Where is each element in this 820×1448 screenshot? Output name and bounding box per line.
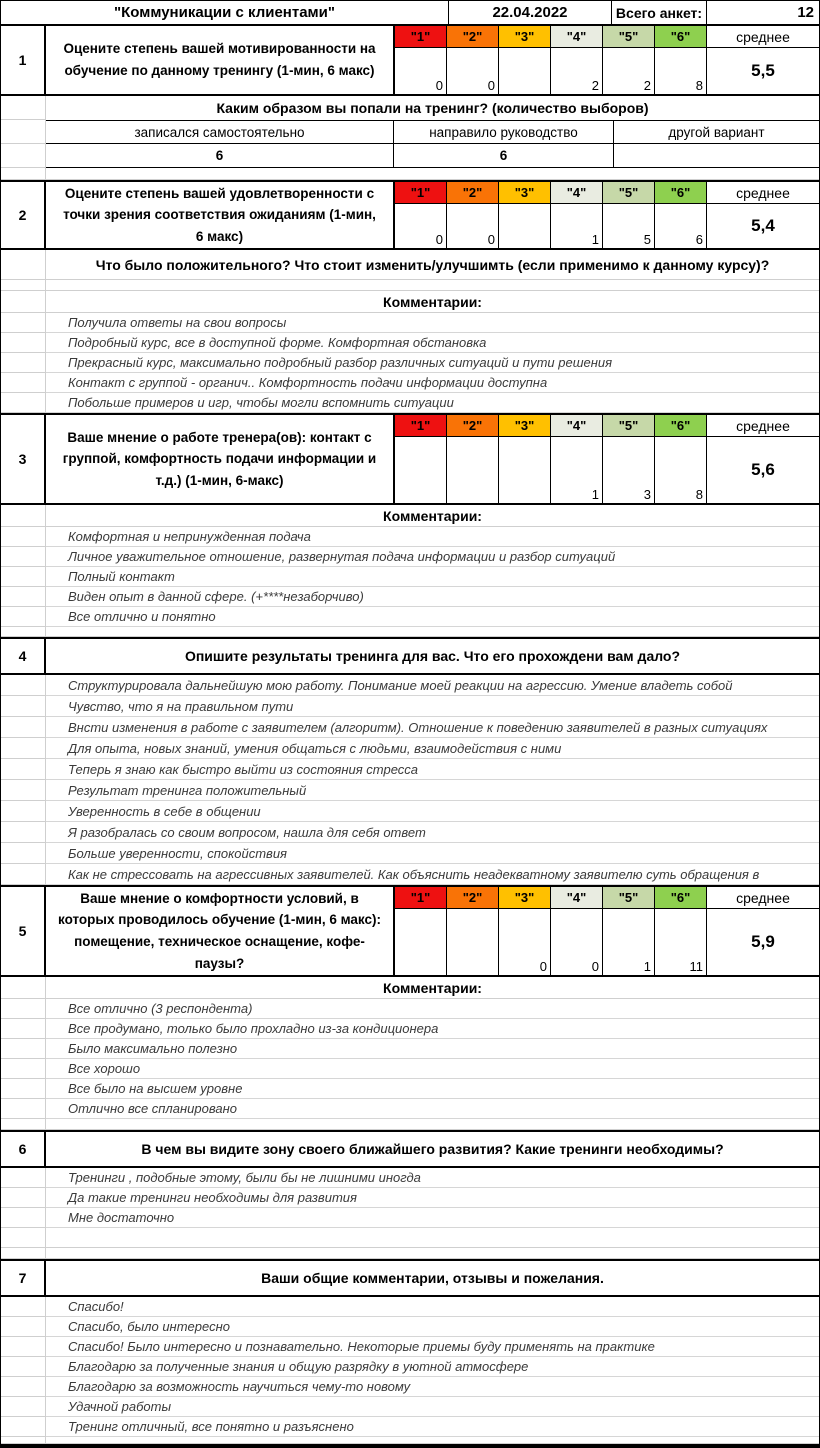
comment-row: [1, 864, 819, 885]
score-count-cell[interactable]: 8: [655, 437, 707, 503]
comment-cell[interactable]: Благодарю за полученные знания и общую разрядку в уютной атмосфере: [46, 1357, 819, 1377]
comment-row: [1, 1168, 819, 1188]
score-column-3: [499, 26, 551, 94]
comment-row: [1, 313, 819, 333]
section-4-number[interactable]: 4: [1, 639, 46, 673]
comment-cell[interactable]: Все отлично (3 респондента): [46, 999, 819, 1019]
how-options-value-row: [1, 144, 819, 168]
comment-cell[interactable]: Для опыта, новых знаний, умения общаться с людьми, взаимодействия с ними: [46, 738, 819, 759]
score-header-2[interactable]: "2": [447, 415, 499, 437]
score-header-2[interactable]: "2": [447, 26, 499, 48]
comment-cell[interactable]: Структурировала дальнейшую мою работу. Понимание моей реакции на агрессию. Умение владеть собой: [46, 675, 819, 696]
comment-row: [1, 822, 819, 843]
section-2-number[interactable]: 2: [1, 182, 46, 248]
score-column-5: [603, 26, 655, 94]
comment-row: [1, 801, 819, 822]
comment-row: [1, 1377, 819, 1397]
section-2-subquestion-row: [1, 250, 819, 280]
average-column: [707, 887, 819, 975]
row-label-cell: [1, 144, 46, 168]
comment-row: [1, 1417, 819, 1437]
score-count-cell[interactable]: 6: [655, 204, 707, 248]
comment-row: [1, 759, 819, 780]
score-header-5[interactable]: "5": [603, 26, 655, 48]
score-header-6[interactable]: "6": [655, 887, 707, 909]
score-column-1: [395, 26, 447, 94]
score-column-6: [655, 415, 707, 503]
section-5: [1, 885, 819, 977]
score-column-4: [551, 415, 603, 503]
comment-row: [1, 333, 819, 353]
section-2: [1, 180, 819, 250]
row-label-cell: [1, 120, 46, 144]
comment-cell[interactable]: Подробный курс, все в доступной форме. Комфортная обстановка: [46, 333, 819, 353]
comment-cell[interactable]: Все продумано, только было прохладно из-за кондиционера: [46, 1019, 819, 1039]
comment-cell[interactable]: Я разобралась со своим вопросом, нашла для себя ответ: [46, 822, 819, 843]
score-column-4: [551, 26, 603, 94]
score-column-2: [447, 887, 499, 975]
section-6-question[interactable]: В чем вы видите зону своего ближайшего развития? Какие тренинги необходимы?: [141, 1141, 724, 1157]
comments-label-row: [1, 505, 819, 527]
comment-row: [1, 1099, 819, 1119]
comment-cell[interactable]: Отлично все спланировано: [46, 1099, 819, 1119]
score-column-1: [395, 415, 447, 503]
score-header-4[interactable]: "4": [551, 182, 603, 204]
comment-row: [1, 738, 819, 759]
score-column-6: [655, 182, 707, 248]
spacer-row: [1, 627, 819, 637]
total-surveys-label[interactable]: Всего анкет:: [612, 1, 707, 24]
comment-cell[interactable]: Удачной работы: [46, 1397, 819, 1417]
score-count-cell[interactable]: [499, 437, 551, 503]
comment-cell[interactable]: Спасибо!: [46, 1297, 819, 1317]
section-7: [1, 1259, 819, 1297]
comment-row: [1, 373, 819, 393]
comments-list-q6: [1, 1168, 819, 1228]
score-column-3: [499, 182, 551, 248]
score-count-cell[interactable]: 0: [447, 48, 499, 94]
how-option-2-value[interactable]: 6: [394, 144, 614, 168]
score-header-1[interactable]: "1": [395, 415, 447, 437]
score-count-cell[interactable]: [395, 909, 447, 975]
score-column-1: [395, 887, 447, 975]
average-header[interactable]: среднее: [707, 26, 819, 48]
comment-cell[interactable]: Спасибо, было интересно: [46, 1317, 819, 1337]
sheet-date[interactable]: 22.04.2022: [449, 1, 612, 24]
comments-list-q4: [1, 675, 819, 885]
score-column-6: [655, 887, 707, 975]
score-count-cell[interactable]: [395, 437, 447, 503]
comment-cell[interactable]: Мне достаточно: [46, 1208, 819, 1228]
comment-cell[interactable]: Все отлично и понятно: [46, 607, 819, 627]
average-header[interactable]: среднее: [707, 887, 819, 909]
score-count-cell[interactable]: 1: [603, 909, 655, 975]
comment-row: [1, 717, 819, 738]
section-2-subquestion[interactable]: Что было положительного? Что стоит изменить/улучшимть (если применимо к данному курсу)?: [46, 250, 819, 280]
comments-list-q7: [1, 1297, 819, 1437]
comment-row: [1, 547, 819, 567]
how-title[interactable]: Каким образом вы попали на тренинг? (количество выборов): [216, 100, 649, 116]
score-header-1[interactable]: "1": [395, 26, 447, 48]
comments-list-q2: [1, 313, 819, 413]
bottom-border: [1, 1444, 819, 1448]
comment-cell[interactable]: Спасибо! Было интересно и познавательно. Некоторые приемы буду применять на практике: [46, 1337, 819, 1357]
comment-cell[interactable]: Внсти изменения в работе с заявителем (алгоритм). Отношение к поведению заявителей в разных ситуациях: [46, 717, 819, 738]
score-header-1[interactable]: "1": [395, 887, 447, 909]
score-header-6[interactable]: "6": [655, 26, 707, 48]
comment-row: [1, 675, 819, 696]
score-count-cell[interactable]: 2: [551, 48, 603, 94]
spacer-row: [1, 280, 819, 291]
score-header-3[interactable]: "3": [499, 182, 551, 204]
comment-row: [1, 527, 819, 547]
average-value-q3[interactable]: 5,6: [751, 460, 775, 479]
how-option-1-label[interactable]: записался самостоятельно: [46, 120, 394, 144]
score-header-4[interactable]: "4": [551, 415, 603, 437]
average-header[interactable]: среднее: [707, 415, 819, 437]
how-option-3-label[interactable]: другой вариант: [614, 120, 819, 144]
score-header-3[interactable]: "3": [499, 415, 551, 437]
section-6: [1, 1130, 819, 1168]
comment-row: [1, 1357, 819, 1377]
average-value-q1[interactable]: 5,5: [751, 61, 775, 80]
score-column-2: [447, 415, 499, 503]
how-option-1-value[interactable]: 6: [46, 144, 394, 168]
score-header-5[interactable]: "5": [603, 887, 655, 909]
score-header-2[interactable]: "2": [447, 182, 499, 204]
blank-row: [1, 1437, 819, 1444]
section-2-question[interactable]: Оцените степень вашей удовлетворенности с точки зрения соответствия ожиданиям (1-мин, 6 макс): [46, 182, 395, 248]
section-1: [1, 26, 819, 96]
score-count-cell[interactable]: 2: [603, 48, 655, 94]
score-column-3: [499, 887, 551, 975]
score-header-5[interactable]: "5": [603, 415, 655, 437]
score-column-3: [499, 415, 551, 503]
average-value-q5[interactable]: 5,9: [751, 932, 775, 951]
comments-list-q5: [1, 999, 819, 1119]
score-count-cell[interactable]: 0: [499, 909, 551, 975]
comment-row: [1, 843, 819, 864]
comment-row: [1, 1079, 819, 1099]
sheet-title[interactable]: "Коммуникации с клиентами": [1, 1, 449, 24]
comment-cell[interactable]: Результат тренинга положительный: [46, 780, 819, 801]
comment-row: [1, 587, 819, 607]
comment-cell[interactable]: Полный контакт: [46, 567, 819, 587]
comment-cell[interactable]: Прекрасный курс, максимально подробный разбор различных ситуаций и пути решения: [46, 353, 819, 373]
score-count-cell[interactable]: [447, 909, 499, 975]
comment-row: [1, 393, 819, 413]
comment-row: [1, 696, 819, 717]
comment-cell[interactable]: Было максимально полезно: [46, 1039, 819, 1059]
score-header-6[interactable]: "6": [655, 415, 707, 437]
comment-row: [1, 1317, 819, 1337]
score-count-cell[interactable]: [499, 48, 551, 94]
section-7-number[interactable]: 7: [1, 1261, 46, 1295]
section-1-question[interactable]: Оцените степень вашей мотивированности на обучение по данному тренингу (1-мин, 6 макс): [46, 26, 395, 94]
score-count-cell[interactable]: 0: [395, 204, 447, 248]
comment-row: [1, 353, 819, 373]
score-count-cell[interactable]: [447, 437, 499, 503]
spacer-row: [1, 1119, 819, 1130]
score-column-5: [603, 887, 655, 975]
blank-row: [1, 1228, 819, 1248]
average-column: [707, 415, 819, 503]
score-column-4: [551, 182, 603, 248]
score-count-cell[interactable]: [499, 204, 551, 248]
score-column-6: [655, 26, 707, 94]
average-value-q2[interactable]: 5,4: [751, 216, 775, 235]
comment-cell[interactable]: Побольше примеров и игр, чтобы могли вспомнить ситуации: [46, 393, 819, 413]
score-count-cell[interactable]: 5: [603, 204, 655, 248]
average-header[interactable]: среднее: [707, 182, 819, 204]
score-header-4[interactable]: "4": [551, 26, 603, 48]
comment-cell[interactable]: Все хорошо: [46, 1059, 819, 1079]
row-label-cell: [1, 96, 46, 120]
comment-row: [1, 1208, 819, 1228]
score-column-5: [603, 415, 655, 503]
comment-cell[interactable]: Чувство, что я на правильном пути: [46, 696, 819, 717]
comment-row: [1, 780, 819, 801]
comments-label-row: [1, 977, 819, 999]
score-column-4: [551, 887, 603, 975]
section-3-question[interactable]: Ваше мнение о работе тренера(ов): контакт с группой, комфортность подачи информации и т.д.) (1-мин, 6-макс): [46, 415, 395, 503]
comment-cell[interactable]: Тренинги , подобные этому, были бы не лишними иногда: [46, 1168, 819, 1188]
section-4-question[interactable]: Опишите результаты тренинга для вас. Что его прохождени вам дало?: [184, 648, 681, 664]
score-header-6[interactable]: "6": [655, 182, 707, 204]
comment-cell[interactable]: Как не стрессовать на агрессивных заявителей. Как объяснить неадекватному заявителю суть обращения в: [46, 864, 819, 885]
how-options-header-row: [1, 120, 819, 144]
comment-row: [1, 607, 819, 627]
how-title-row: [1, 96, 819, 120]
comments-label[interactable]: Комментарии:: [46, 505, 819, 527]
comment-row: [1, 567, 819, 587]
comment-row: [1, 1019, 819, 1039]
comments-label[interactable]: Комментарии:: [46, 977, 819, 999]
score-header-2[interactable]: "2": [447, 887, 499, 909]
comment-cell[interactable]: Все было на высшем уровне: [46, 1079, 819, 1099]
total-surveys-value[interactable]: 12: [797, 4, 814, 21]
comment-cell[interactable]: Теперь я знаю как быстро выйти из состояния стресса: [46, 759, 819, 780]
average-column: [707, 26, 819, 94]
average-column: [707, 182, 819, 248]
comment-cell[interactable]: Больше уверенности, спокойствия: [46, 843, 819, 864]
comment-row: [1, 999, 819, 1019]
score-column-1: [395, 182, 447, 248]
score-header-3[interactable]: "3": [499, 887, 551, 909]
section-3: [1, 413, 819, 505]
score-count-cell[interactable]: 0: [447, 204, 499, 248]
section-3-number[interactable]: 3: [1, 415, 46, 503]
spacer-row: [1, 168, 819, 180]
comment-cell[interactable]: Да такие тренинги необходимы для развития: [46, 1188, 819, 1208]
section-5-question[interactable]: Ваше мнение о комфортности условий, в которых проводилось обучение (1-мин, 6 макс): помещение, техническое оснащение, кофе-паузы?: [46, 887, 395, 975]
section-7-question[interactable]: Ваши общие комментарии, отзывы и пожелания.: [261, 1270, 604, 1286]
score-count-cell[interactable]: 1: [551, 437, 603, 503]
section-1-number[interactable]: 1: [1, 26, 46, 94]
score-count-cell[interactable]: 3: [603, 437, 655, 503]
score-header-1[interactable]: "1": [395, 182, 447, 204]
comment-row: [1, 1397, 819, 1417]
section-5-number[interactable]: 5: [1, 887, 46, 975]
comments-list-q3: [1, 527, 819, 627]
comments-label-row: [1, 291, 819, 313]
comment-cell[interactable]: Контакт с группой - органич.. Комфортность подачи информации доступна: [46, 373, 819, 393]
score-column-5: [603, 182, 655, 248]
score-count-cell[interactable]: 0: [395, 48, 447, 94]
comment-cell[interactable]: Тренинг отличный, все понятно и разъяснено: [46, 1417, 819, 1437]
comments-label[interactable]: Комментарии:: [46, 291, 819, 313]
comment-cell[interactable]: Уверенность в себе в общении: [46, 801, 819, 822]
score-column-2: [447, 182, 499, 248]
section-4: [1, 637, 819, 675]
score-count-cell[interactable]: 0: [551, 909, 603, 975]
comment-row: [1, 1039, 819, 1059]
score-count-cell[interactable]: 1: [551, 204, 603, 248]
how-option-2-label[interactable]: направило руководство: [394, 120, 614, 144]
comment-cell[interactable]: Получила ответы на свои вопросы: [46, 313, 819, 333]
score-count-cell[interactable]: 11: [655, 909, 707, 975]
comment-row: [1, 1297, 819, 1317]
comment-row: [1, 1337, 819, 1357]
score-header-4[interactable]: "4": [551, 887, 603, 909]
score-count-cell[interactable]: 8: [655, 48, 707, 94]
score-column-2: [447, 26, 499, 94]
spacer-row: [1, 1248, 819, 1259]
comment-cell[interactable]: Личное уважительное отношение, развернутая подача информации и разбор ситуаций: [46, 547, 819, 567]
section-6-number[interactable]: 6: [1, 1132, 46, 1166]
score-header-3[interactable]: "3": [499, 26, 551, 48]
header-row: [1, 1, 819, 26]
comment-cell[interactable]: Виден опыт в данной сфере. (+****незаборчиво): [46, 587, 819, 607]
comment-row: [1, 1059, 819, 1079]
how-option-3-value[interactable]: [614, 144, 819, 168]
comment-cell[interactable]: Благодарю за возможность научиться чему-то новому: [46, 1377, 819, 1397]
score-header-5[interactable]: "5": [603, 182, 655, 204]
comment-cell[interactable]: Комфортная и непринужденная подача: [46, 527, 819, 547]
comment-row: [1, 1188, 819, 1208]
